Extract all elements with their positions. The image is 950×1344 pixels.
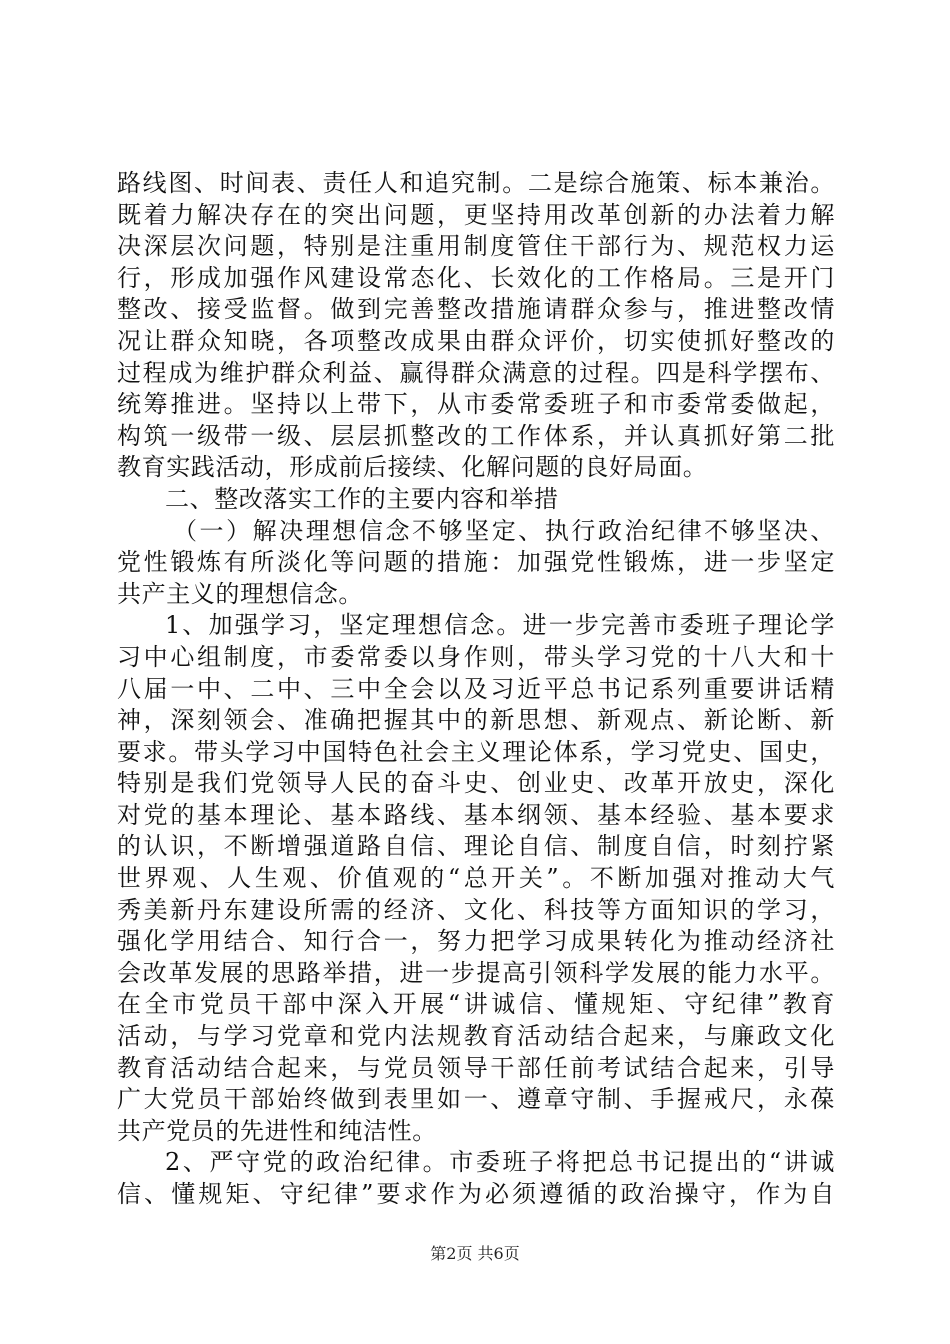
- text-line: 党性锻炼有所淡化等问题的措施：加强党性锻炼，进一步坚定: [117, 548, 835, 577]
- subsection-heading: （一）解决理想信念不够坚定、执行政治纪律不够坚决、: [173, 516, 835, 545]
- text-line: 习中心组制度，市委常委以身作则，带头学习党的十八大和十: [117, 642, 835, 671]
- document-body: [117, 168, 835, 1211]
- text-line: 整改、接受监督。做到完善整改措施请群众参与，推进整改情: [117, 295, 835, 324]
- text-line: 要求。带头学习中国特色社会主义理论体系，学习党史、国史，: [117, 737, 835, 766]
- text-line: 八届一中、二中、三中全会以及习近平总书记系列重要讲话精: [117, 674, 835, 703]
- text-line: 在全市党员干部中深入开展“讲诚信、懂规矩、守纪律”教育: [117, 990, 835, 1019]
- text-line: 既着力解决存在的突出问题，更坚持用改革创新的办法着力解: [117, 200, 835, 229]
- page-number-footer: 第2页 共6页: [430, 1244, 520, 1263]
- text-line: 况让群众知晓，各项整改成果由群众评价，切实使抓好整改的: [117, 326, 835, 355]
- text-line: 构筑一级带一级、层层抓整改的工作体系，并认真抓好第二批: [117, 421, 835, 450]
- text-line: 强化学用结合、知行合一，努力把学习成果转化为推动经济社: [117, 927, 835, 956]
- text-line: 会改革发展的思路举措，进一步提高引领科学发展的能力水平。: [117, 958, 835, 987]
- text-line: 共产主义的理想信念。: [117, 579, 363, 608]
- text-line: 秀美新丹东建设所需的经济、文化、科技等方面知识的学习，: [117, 895, 835, 924]
- text-line: 神，深刻领会、准确把握其中的新思想、新观点、新论断、新: [117, 706, 835, 735]
- text-line: 1、加强学习，坚定理想信念。进一步完善市委班子理论学: [165, 611, 835, 640]
- text-line: 特别是我们党领导人民的奋斗史、创业史、改革开放史，深化: [117, 769, 835, 798]
- text-line: 决深层次问题，特别是注重用制度管住干部行为、规范权力运: [117, 232, 835, 261]
- text-line: 2、严守党的政治纪律。市委班子将把总书记提出的“讲诚: [165, 1148, 835, 1177]
- text-line: 行，形成加强作风建设常态化、长效化的工作格局。三是开门: [117, 263, 835, 292]
- text-line: 过程成为维护群众利益、赢得群众满意的过程。四是科学摆布、: [117, 358, 835, 387]
- text-line: 教育实践活动，形成前后接续、化解问题的良好局面。: [117, 453, 708, 482]
- text-line: 信、懂规矩、守纪律”要求作为必须遵循的政治操守，作为自: [117, 1180, 835, 1208]
- text-line: 共产党员的先进性和纯洁性。: [117, 1116, 437, 1145]
- text-line: 的认识，不断增强道路自信、理论自信、制度自信，时刻拧紧: [117, 832, 835, 861]
- text-line: 广大党员干部始终做到表里如一、遵章守制、手握戒尺，永葆: [117, 1085, 835, 1114]
- text-line: 路线图、时间表、责任人和追究制。二是综合施策、标本兼治。: [117, 169, 835, 197]
- text-line: 世界观、人生观、价值观的“总开关”。不断加强对推动大气: [117, 864, 835, 893]
- text-line: 统筹推进。坚持以上带下，从市委常委班子和市委常委做起，: [117, 390, 835, 419]
- section-heading: 二、整改落实工作的主要内容和举措: [165, 484, 559, 513]
- text-line: 教育活动结合起来，与党员领导干部任前考试结合起来，引导: [117, 1053, 835, 1082]
- text-line: 对党的基本理论、基本路线、基本纲领、基本经验、基本要求: [117, 800, 835, 829]
- text-line: 活动，与学习党章和党内法规教育活动结合起来，与廉政文化: [117, 1022, 835, 1051]
